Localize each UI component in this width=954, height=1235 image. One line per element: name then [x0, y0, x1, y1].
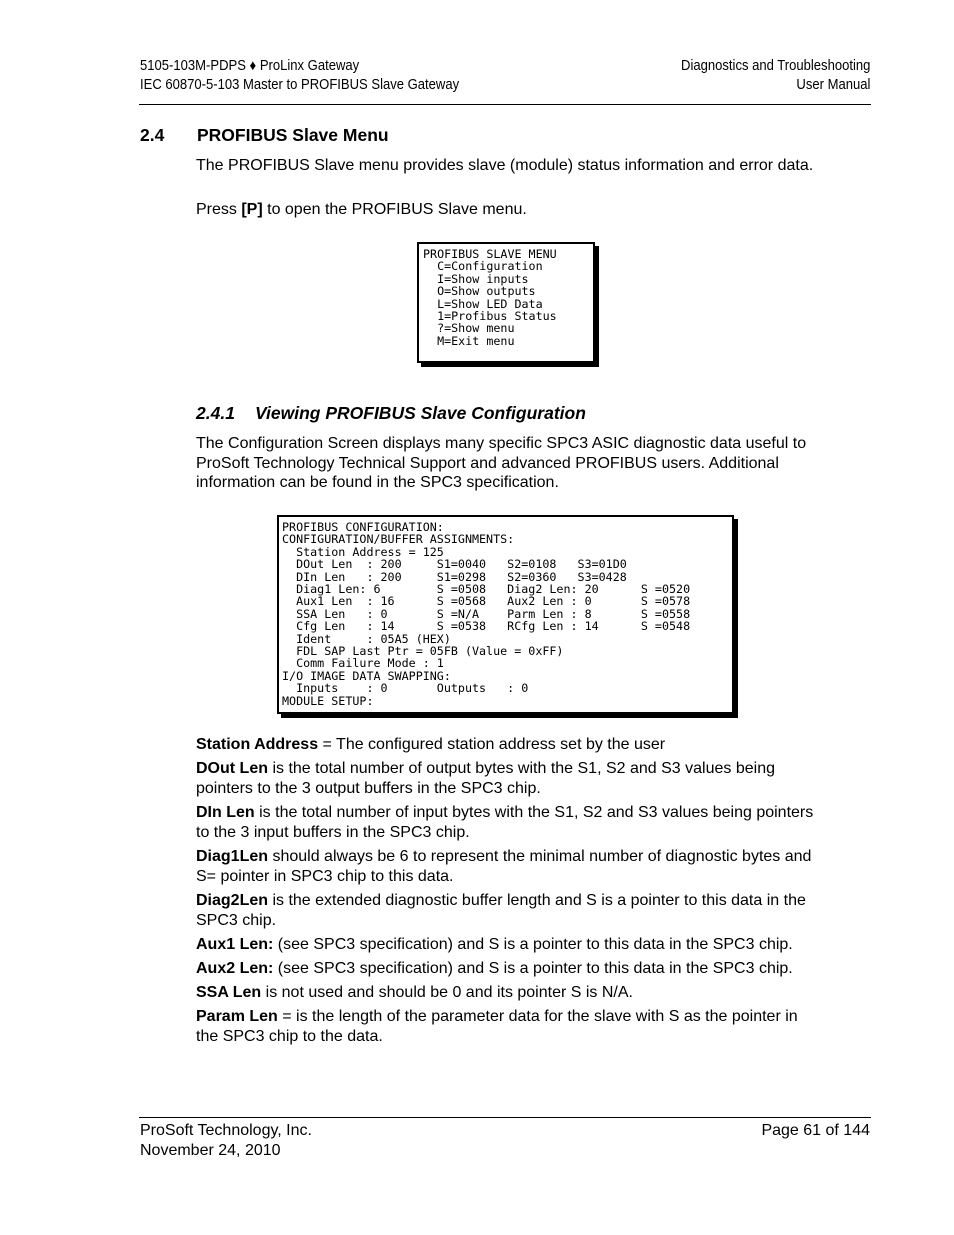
page-header-left: [140, 57, 459, 95]
definition-text: is the total number of input bytes with the S1, S2 and S3 values being pointers to the 3 input buffers in the SPC3 chip.: [196, 804, 814, 841]
definition-term: Aux2 Len:: [196, 960, 274, 978]
field-definitions: [196, 735, 816, 1051]
footer-company: ProSoft Technology, Inc.: [140, 1122, 312, 1139]
definition-term: Aux1 Len:: [196, 935, 274, 953]
definition-text: is the total number of output bytes with the S1, S2 and S3 values being pointers to the 3 output buffers in the SPC3 chip.: [196, 760, 775, 797]
definition-term: SSA Len: [196, 984, 262, 1002]
definition-text: = The configured station address set by the user: [318, 736, 666, 753]
definition-text: should always be 6 to represent the minimal number of diagnostic bytes and S= pointer in SPC3 chip to this data.: [196, 848, 812, 885]
subsection-heading: [196, 403, 586, 424]
definition-term: Diag2Len: [196, 891, 269, 909]
press-suffix: to open the PROFIBUS Slave menu.: [262, 201, 527, 218]
section-heading: [140, 125, 389, 146]
header-chapter: Diagnostics and Troubleshooting: [680, 58, 870, 74]
configuration-text: PROFIBUS CONFIGURATION: CONFIGURATION/BUFFER ASSIGNMENTS: Station Address = 125 DOut Len : 200 S1=0040 S2=0108 S3=01D0 DIn Len : 200 S1=0298 S2=0360 S3=0428 Diag1 Len: 6 S =0508 Diag2 Len: 20 S =0520 Aux1 Len : 16 S =0568 Aux2 Len : 0 S =0578 SSA Len : 0 S =N/A Parm Len : 8 S =0558 Cfg Len : 14 S =0538 RCfg Len : 14 S =0548 Ident : 05A5 (HEX) FDL SAP Last Ptr = 05FB (Value = 0xFF) Comm Failure Mode : 1 I/O IMAGE DATA SWAPPING: Inputs : 0 Outputs : 0 MODULE SETUP:: [282, 520, 691, 708]
definition-term: Param Len: [196, 1008, 278, 1026]
footer-divider: [139, 1117, 871, 1118]
definition-term: Diag1Len: [196, 848, 269, 866]
definition-item: [196, 1007, 816, 1046]
page-footer-right: [761, 1121, 870, 1141]
header-doc-id: 5105-103M-PDPS ♦ ProLinx Gateway: [140, 58, 360, 74]
slave-menu-text: PROFIBUS SLAVE MENU C=Configuration I=Show inputs O=Show outputs L=Show LED Data 1=Profibus Status ?=Show menu M=Exit menu: [423, 247, 557, 348]
definition-item: [196, 891, 816, 930]
footer-date: November 24, 2010: [140, 1141, 281, 1159]
definition-item: [196, 759, 816, 798]
footer-page-number: Page 61 of 144: [761, 1122, 870, 1139]
definition-item: [196, 735, 816, 755]
definition-text: is not used and should be 0 and its pointer S is N/A.: [261, 984, 633, 1002]
definition-item: [196, 803, 816, 842]
subsection-title: Viewing PROFIBUS Slave Configuration: [255, 403, 586, 423]
page-footer-left: [140, 1121, 312, 1160]
definition-term: DIn Len: [196, 804, 255, 822]
section-number: 2.4: [140, 125, 165, 145]
definition-term: DOut Len: [196, 760, 268, 778]
definition-item: [196, 847, 816, 886]
press-prefix: Press: [196, 201, 242, 218]
press-key: [P]: [241, 201, 263, 218]
definition-item: [196, 959, 816, 979]
definition-text: (see SPC3 specification) and S is a pointer to this data in the SPC3 chip.: [273, 935, 793, 953]
definition-item: [196, 935, 816, 955]
header-manual-type: User Manual: [796, 77, 870, 93]
header-divider: [139, 104, 871, 105]
section-title: PROFIBUS Slave Menu: [197, 125, 389, 145]
slave-menu-screenshot: [417, 242, 595, 363]
definition-item: [196, 983, 816, 1003]
page-header-right: [681, 57, 870, 95]
configuration-screenshot: [277, 515, 734, 714]
subsection-intro-paragraph: The Configuration Screen displays many specific SPC3 ASIC diagnostic data useful to ProSoft Technology Technical Support and advanced PROFIBUS users. Additional information can be found in the SPC3 specification.: [196, 435, 807, 491]
definition-text: (see SPC3 specification) and S is a pointer to this data in the SPC3 chip.: [273, 960, 793, 978]
subsection-number: 2.4.1: [196, 403, 235, 423]
header-doc-title: IEC 60870-5-103 Master to PROFIBUS Slave Gateway: [140, 77, 460, 93]
definition-term: Station Address: [196, 736, 319, 753]
definition-text: = is the length of the parameter data for the slave with S as the pointer in the SPC3 chip to the data.: [196, 1008, 798, 1046]
section-intro-paragraph: The PROFIBUS Slave menu provides slave (module) status information and error data.: [196, 157, 814, 174]
definition-text: is the extended diagnostic buffer length and S is a pointer to this data in the SPC3 chip.: [196, 891, 806, 929]
press-instruction: [196, 200, 816, 220]
